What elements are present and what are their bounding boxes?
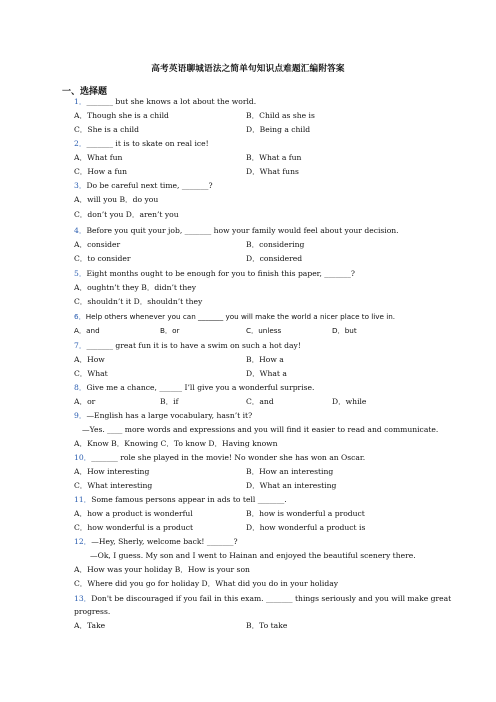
options-row: A．Know B．Knowing C．To know D．Having known bbox=[74, 439, 278, 448]
options-a-b: A．How was your holiday B．How is your son bbox=[74, 565, 250, 574]
option-d: D．Being a child bbox=[246, 125, 311, 134]
option-a: A．What fun bbox=[74, 153, 123, 162]
question-number: 1． bbox=[74, 97, 87, 106]
option-a: A．Though she is a child bbox=[74, 111, 169, 120]
question-6 bbox=[74, 312, 395, 322]
options-c-d: C．don’t you D．aren’t you bbox=[74, 210, 179, 219]
question-stem: _______ but she knows a lot about the world. bbox=[86, 97, 257, 106]
option-a: A．and bbox=[74, 326, 100, 335]
option-a: A．How interesting bbox=[74, 467, 150, 476]
question-1 bbox=[74, 97, 256, 107]
dialogue-reply: —Ok, I guess. My son and I went to Hainan and enjoyed the beautiful scenery there. bbox=[90, 551, 416, 560]
option-b: B．What a fun bbox=[246, 153, 302, 162]
question-stem: Eight months ought to be enough for you to finish this paper, _______? bbox=[86, 269, 355, 278]
question-stem: Do be careful next time, _______? bbox=[86, 181, 213, 190]
option-d: D．What funs bbox=[246, 167, 299, 176]
question-number: 3． bbox=[74, 181, 87, 190]
question-2 bbox=[74, 139, 209, 149]
question-number: 4． bbox=[74, 226, 87, 235]
question-13 bbox=[74, 594, 451, 604]
option-d: D．What a bbox=[246, 369, 287, 378]
option-b: B．or bbox=[160, 326, 180, 335]
option-c: C．How a fun bbox=[74, 167, 128, 176]
option-a: A．consider bbox=[74, 240, 121, 249]
question-stem: Give me a chance, ______ I’ll give you a wonderful surprise. bbox=[86, 383, 315, 392]
question-9 bbox=[74, 411, 252, 421]
question-number: 12． bbox=[74, 537, 92, 546]
options-c-d: C．shouldn’t it D．shouldn’t they bbox=[74, 297, 203, 306]
question-number: 13． bbox=[74, 594, 92, 603]
question-stem: Before you quit your job, _______ how your family would feel about your decision. bbox=[86, 226, 399, 235]
option-a: A．Take bbox=[74, 621, 106, 630]
option-b: B．if bbox=[160, 397, 179, 406]
question-number: 9． bbox=[74, 411, 87, 420]
option-c: C．how wonderful is a product bbox=[74, 523, 194, 532]
option-c: C．and bbox=[246, 397, 274, 406]
options-a-b: A．will you B．do you bbox=[74, 195, 159, 204]
question-stem: _______ great fun it is to have a swim on such a hot day! bbox=[86, 341, 301, 350]
options-a-b: A．oughtn’t they B．didn’t they bbox=[74, 283, 197, 292]
option-b: B．How an interesting bbox=[246, 467, 334, 476]
option-a: A．How bbox=[74, 355, 105, 364]
option-c: C．What interesting bbox=[74, 481, 153, 490]
document-title: 高考英语聊城语法之简单句知识点难题汇编附答案 bbox=[151, 64, 345, 74]
option-c: C．to consider bbox=[74, 254, 131, 263]
question-12 bbox=[74, 537, 238, 547]
question-number: 2． bbox=[74, 139, 87, 148]
question-4 bbox=[74, 226, 399, 236]
option-d: D．What an interesting bbox=[246, 481, 337, 490]
option-a: A．how a product is wonderful bbox=[74, 509, 193, 518]
option-b: B．considering bbox=[246, 240, 305, 249]
question-7 bbox=[74, 341, 301, 351]
option-d: D．how wonderful a product is bbox=[246, 523, 366, 532]
question-stem: _______ role she played in the movie! No wonder she has won an Oscar. bbox=[91, 453, 366, 462]
question-number: 8． bbox=[74, 383, 87, 392]
question-number: 11． bbox=[74, 495, 92, 504]
option-d: D．but bbox=[332, 326, 357, 335]
option-d: D．considered bbox=[246, 254, 303, 263]
option-b: B．how is wonderful a product bbox=[246, 509, 365, 518]
question-stem-continued: progress. bbox=[74, 607, 111, 616]
question-stem: _______ it is to skate on real ice! bbox=[86, 139, 209, 148]
question-number: 5． bbox=[74, 269, 87, 278]
question-5 bbox=[74, 269, 355, 279]
option-a: A．or bbox=[74, 397, 96, 406]
question-stem: Some famous persons appear in ads to tell _______. bbox=[91, 495, 287, 504]
option-c: C．unless bbox=[246, 326, 282, 335]
question-stem: Help others whenever you can _______ you will make the world a nicer place to live in. bbox=[85, 312, 396, 321]
question-stem: —Hey, Sherly, welcome back! _______? bbox=[91, 537, 238, 546]
dialogue-reply: —Yes. ____ more words and expressions and you will find it easier to read and communicate. bbox=[82, 425, 439, 434]
question-11 bbox=[74, 495, 287, 505]
option-b: B．Child as she is bbox=[246, 111, 315, 120]
question-number: 7． bbox=[74, 341, 87, 350]
question-stem: Don't be discouraged if you fail in this exam. _______ things seriously and you will make great bbox=[91, 594, 452, 603]
option-c: C．She is a child bbox=[74, 125, 139, 134]
options-c-d: C．Where did you go for holiday D．What did you do in your holiday bbox=[74, 579, 339, 588]
question-3 bbox=[74, 181, 213, 191]
option-c: C．What bbox=[74, 369, 108, 378]
question-10 bbox=[74, 453, 365, 463]
option-b: B．How a bbox=[246, 355, 284, 364]
question-8 bbox=[74, 383, 314, 393]
question-number: 6． bbox=[74, 312, 86, 321]
question-number: 10． bbox=[74, 453, 92, 462]
option-d: D．while bbox=[332, 397, 367, 406]
option-b: B．To take bbox=[246, 621, 288, 630]
section-heading: 一、选择题 bbox=[62, 87, 108, 97]
question-stem: —English has a large vocabulary, hasn’t it? bbox=[86, 411, 253, 420]
